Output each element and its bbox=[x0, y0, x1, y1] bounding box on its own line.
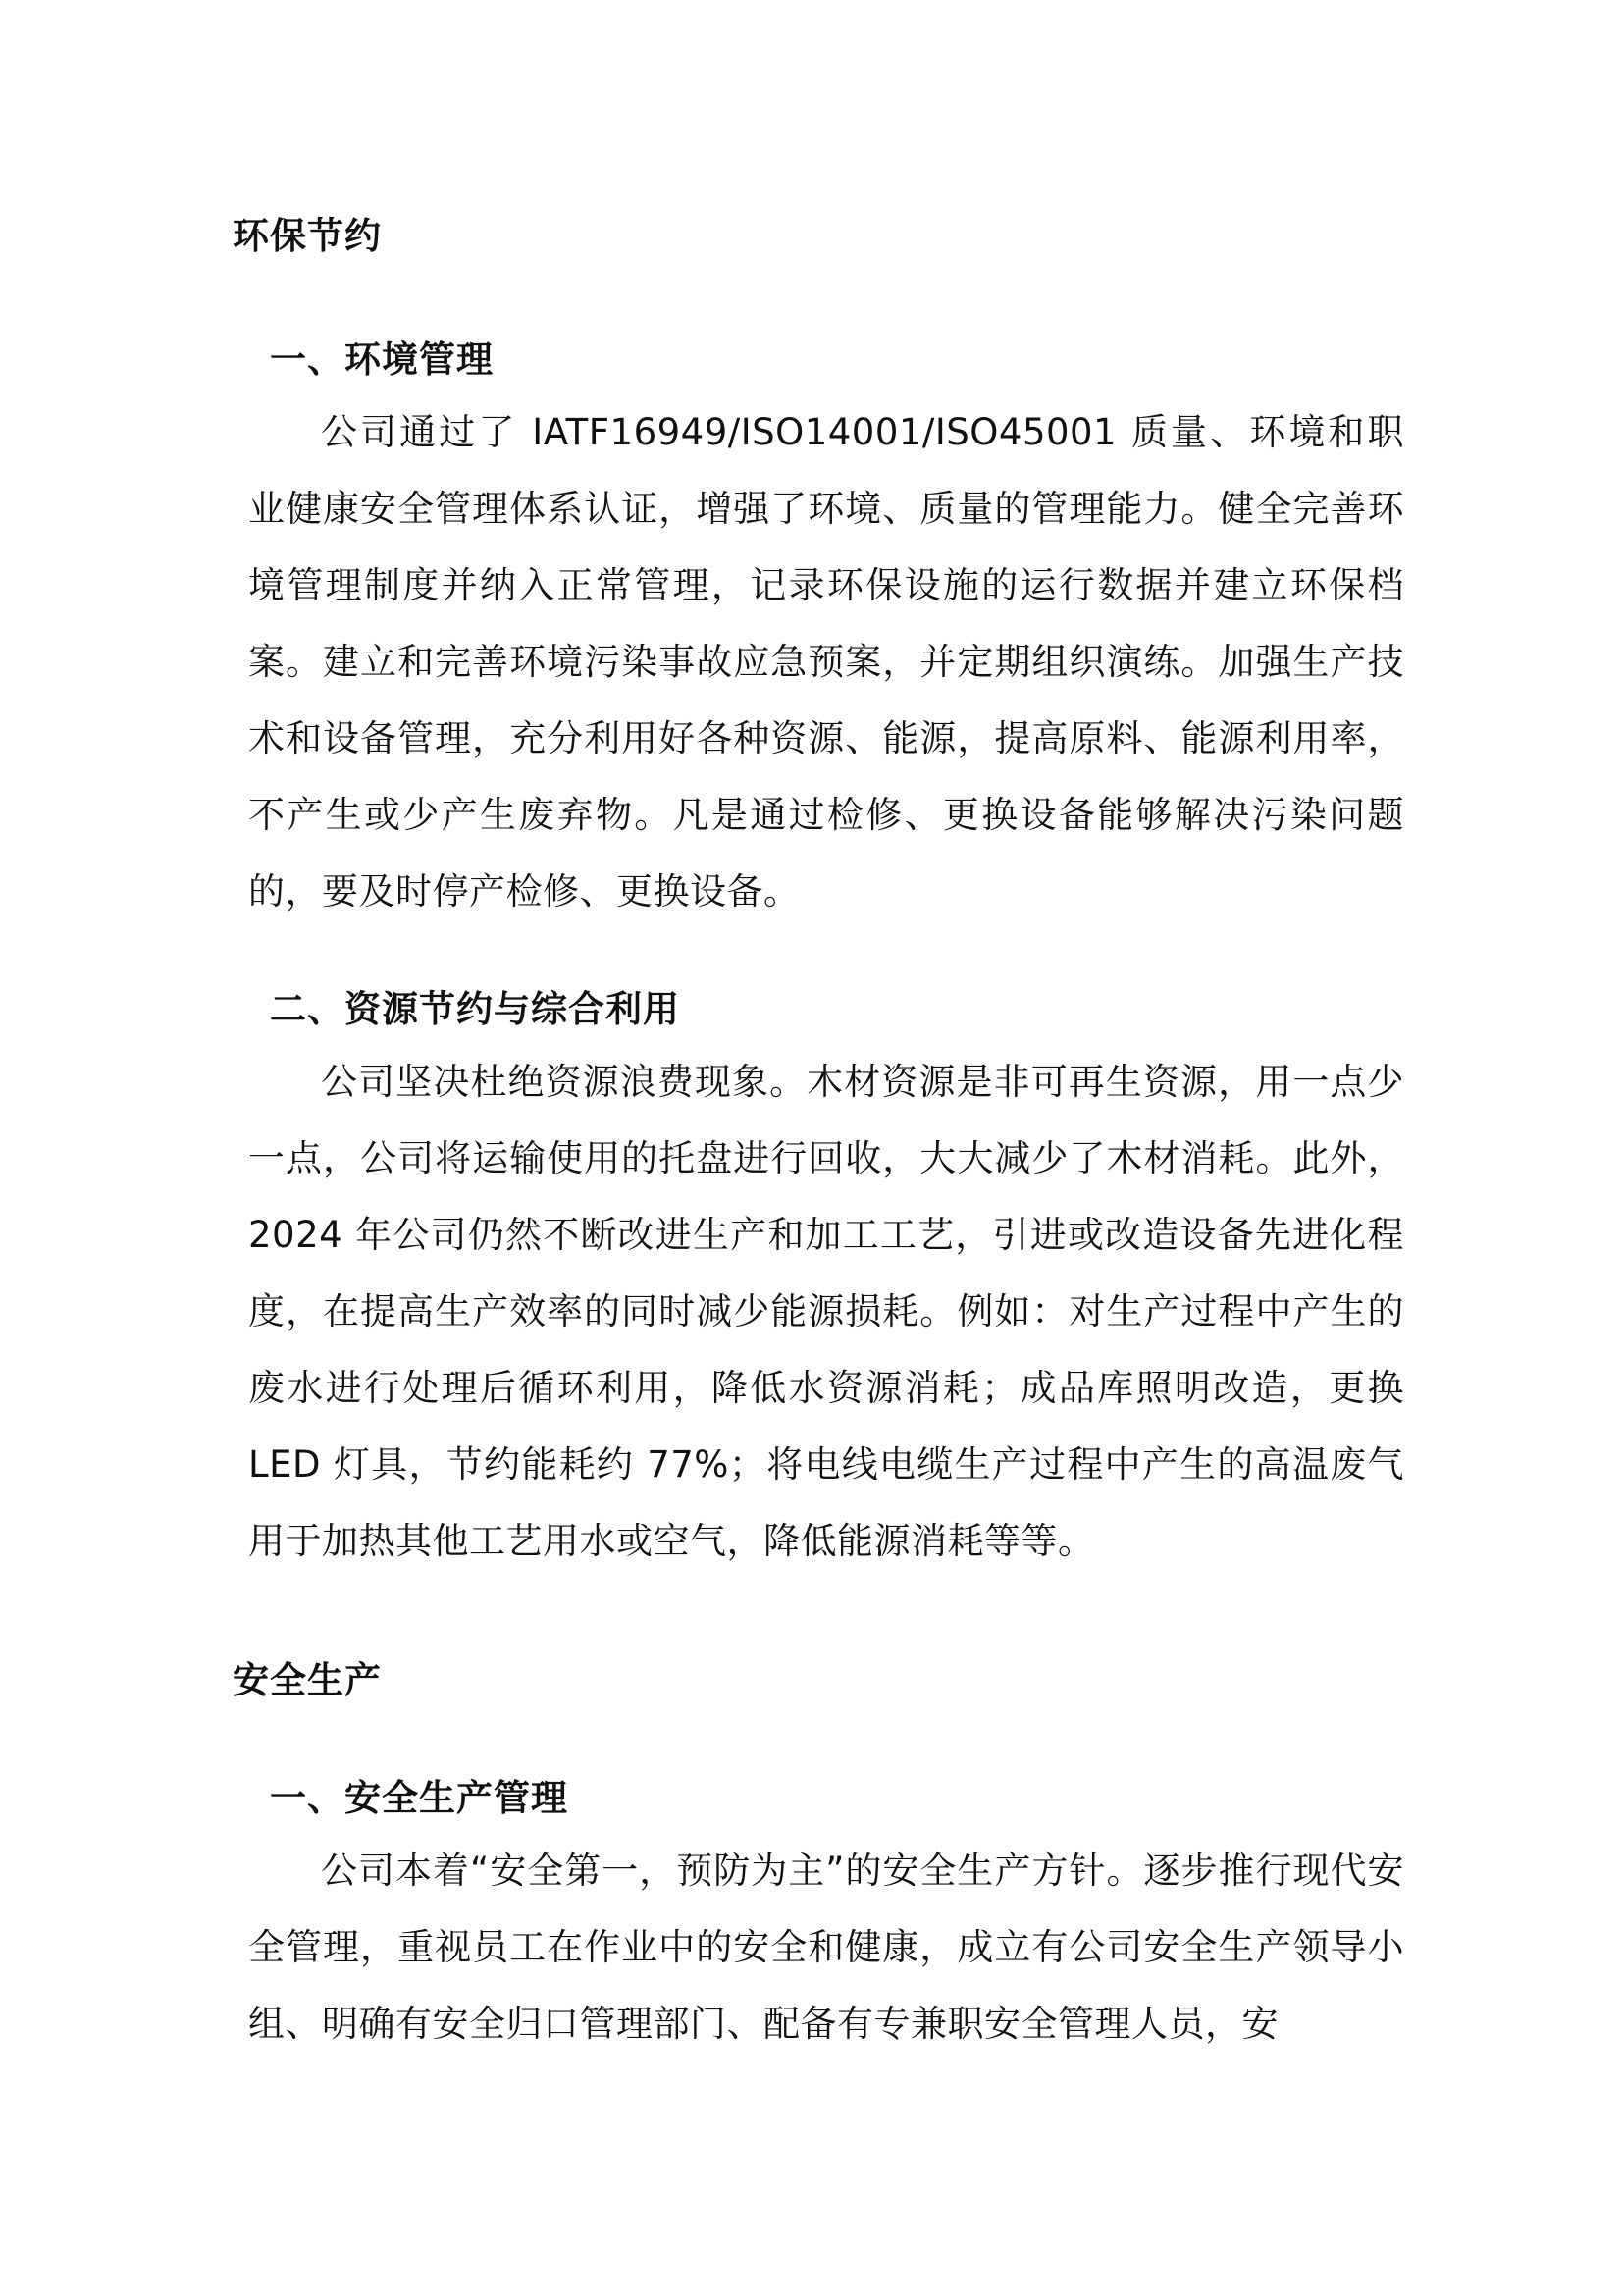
paragraph-resource-saving: 公司坚决杜绝资源浪费现象。木材资源是非可再生资源，用一点少一点，公司将运输使用的托盘进行回收，大大减少了木材消耗。此外，2024 年公司仍然不断改进生产和加工工艺，引进或改造设备先进化程度，在提高生产效率的同时减少能源损耗。例如：对生产过程中产生的废水进行处理后循环利用，降低水资源消耗；成品库照明改造，更换 LED 灯具，节约能耗约 77%；将电线电缆生产过程中产生的高温废气用于加热其他工艺用水或空气，降低能源消耗等等。 bbox=[248, 1061, 1404, 1562]
paragraph-safety-management: 公司本着“安全第一，预防为主”的安全生产方针。逐步推行现代安全管理，重视员工在作业中的安全和健康，成立有公司安全生产领导小组、明确有安全归口管理部门、配备有专兼职安全管理人员，安 bbox=[248, 1850, 1404, 2045]
section-title-safety: 安全生产 bbox=[233, 1659, 382, 1701]
subsection-heading-resource-saving: 二、资源节约与综合利用 bbox=[270, 988, 680, 1030]
subsection-heading-safety-management: 一、安全生产管理 bbox=[270, 1777, 568, 1819]
subsection-heading-environment-management: 一、环境管理 bbox=[270, 339, 494, 381]
section-title-environment: 环保节约 bbox=[233, 215, 382, 257]
paragraph-environment-management: 公司通过了 IATF16949/ISO14001/ISO45001 质量、环境和职业健康安全管理体系认证，增强了环境、质量的管理能力。健全完善环境管理制度并纳入正常管理，记录环保设施的运行数据并建立环保档案。建立和完善环境污染事故应急预案，并定期组织演练。加强生产技术和设备管理，充分利用好各种资源、能源，提高原料、能源利用率，不产生或少产生废弃物。凡是通过检修、更换设备能够解决污染问题的，要及时停产检修、更换设备。 bbox=[248, 411, 1404, 913]
